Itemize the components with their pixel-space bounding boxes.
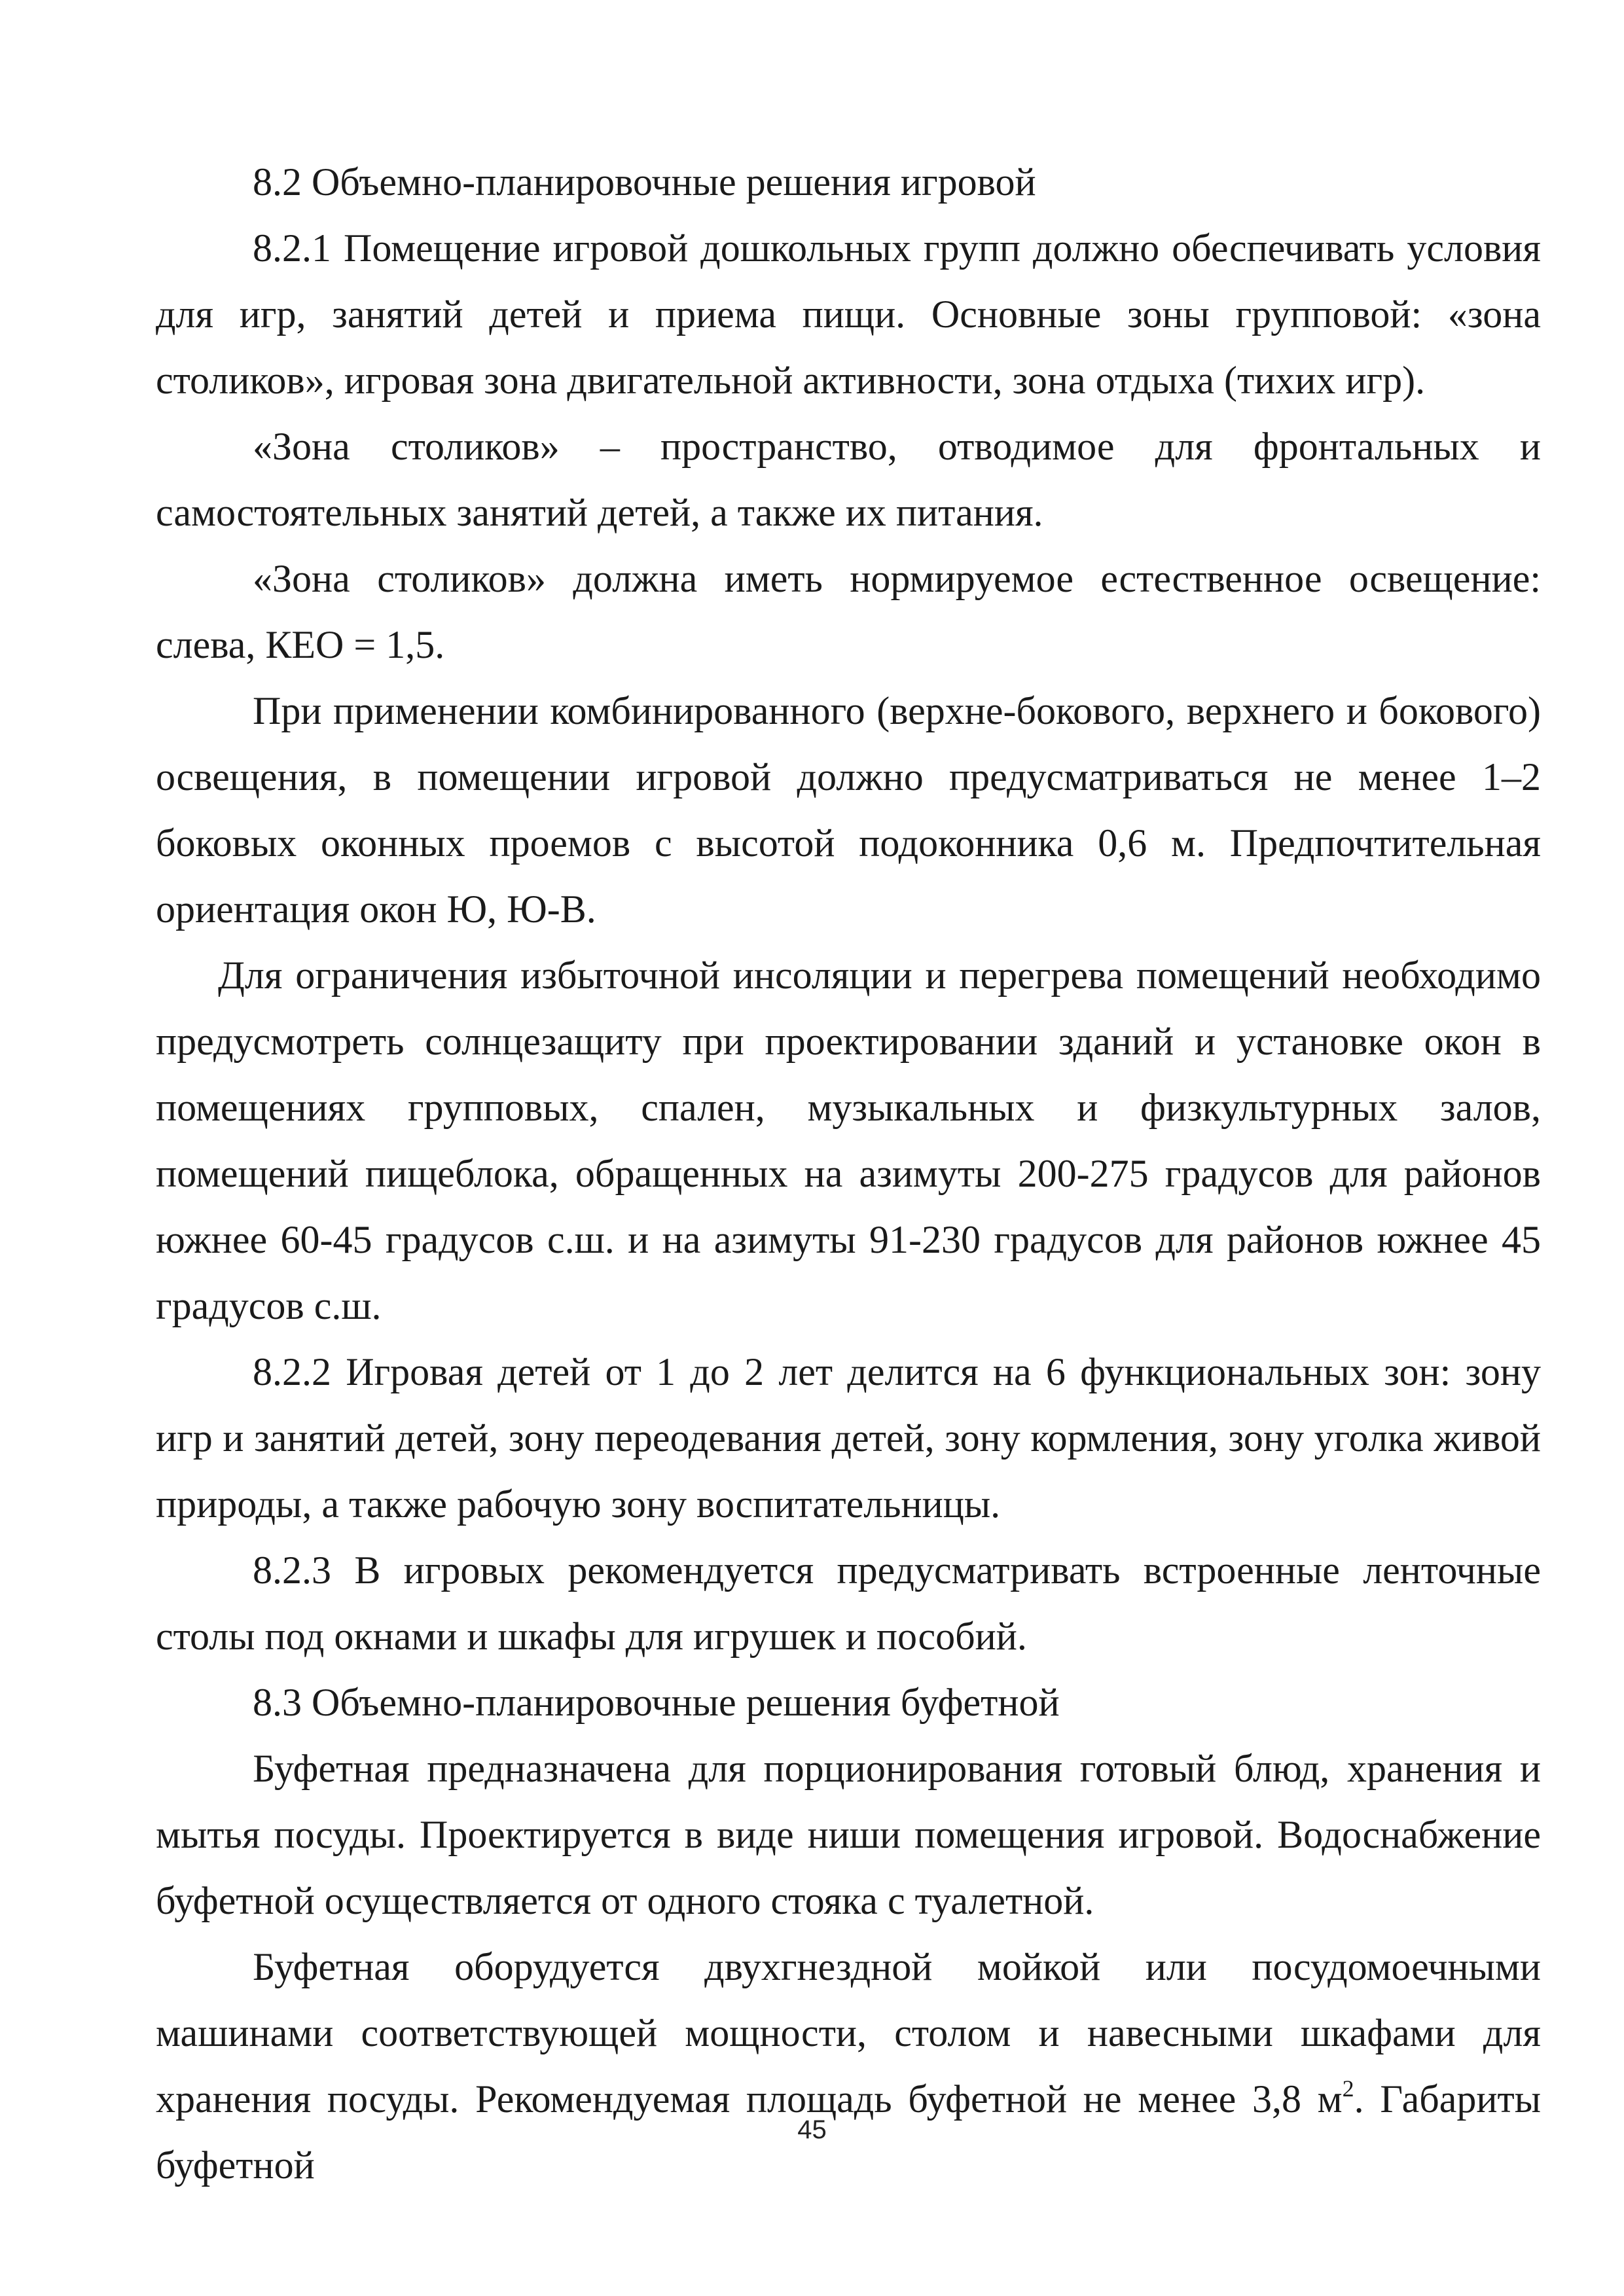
section-heading-8-3: 8.3 Объемно-планировочные решения буфетной (253, 1681, 1060, 1724)
paragraph-8-2-3: 8.2.3 В игровых рекомендуется предусматривать встроенные ленточные столы под окнами и шкафы для игрушек и пособий. (156, 1549, 1541, 1658)
paragraph-buffet-equipment (156, 1934, 1541, 2198)
paragraph-combined-lighting: При применении комбинированного (верхне-бокового, верхнего и бокового) освещения, в помещении игровой должно предусматриваться не менее 1–2 боковых оконных проемов с высотой подоконника 0,6 м. Предпочтительная ориентация окон Ю, Ю-В. (156, 689, 1541, 931)
square-meter-superscript: 2 (1342, 2075, 1354, 2102)
paragraph-insolation: Для ограничения избыточной инсоляции и перегрева помещений необходимо предусмотреть солнцезащиту при проектировании зданий и установке окон в помещениях групповых, спален, музыкальных и физкультурных залов, помещений пищеблока, обращенных на азимуты 200-275 градусов для районов южнее 60-45 градусов с.ш. и на азимуты 91-230 градусов для районов южнее 45 градусов с.ш. (156, 954, 1541, 1327)
buffet-dimensions-text: . Габариты буфетной (156, 2077, 1542, 2187)
paragraph-8-2-2: 8.2.2 Игровая детей от 1 до 2 лет делится на 6 функциональных зон: зону игр и занятий детей, зону переодевания детей, зону кормления, зону уголка живой природы, а также рабочую зону воспитательницы. (156, 1350, 1541, 1526)
paragraph-buffet-purpose: Буфетная предназначена для порционирования готовый блюд, хранения и мытья посуды. Проектируется в виде ниши помещения игровой. Водоснабжение буфетной осуществляется от одного стояка с туалетной. (156, 1747, 1541, 1922)
body-text (156, 149, 1541, 2198)
section-heading-8-2: 8.2 Объемно-планировочные решения игровой (253, 160, 1036, 204)
paragraph-8-2-1: 8.2.1 Помещение игровой дошкольных групп должно обеспечивать условия для игр, занятий детей и приема пищи. Основные зоны групповой: «зона столиков», игровая зона двигательной активности, зона отдыха (тихих игр). (156, 226, 1541, 402)
buffet-equipment-text: Буфетная оборудуется двухгнездной мойкой или посудомоечными машинами соответствующей мощности, столом и навесными шкафами для хранения посуды. Рекомендуемая площадь буфетной не менее 3,8 м (156, 1945, 1541, 2121)
paragraph-zone-lighting: «Зона столиков» должна иметь нормируемое естественное освещение: слева, КЕО = 1,5. (156, 557, 1541, 666)
paragraph-zone-definition: «Зона столиков» – пространство, отводимое для фронтальных и самостоятельных занятий детей, а также их питания. (156, 425, 1541, 534)
page-number: 45 (797, 2115, 827, 2144)
